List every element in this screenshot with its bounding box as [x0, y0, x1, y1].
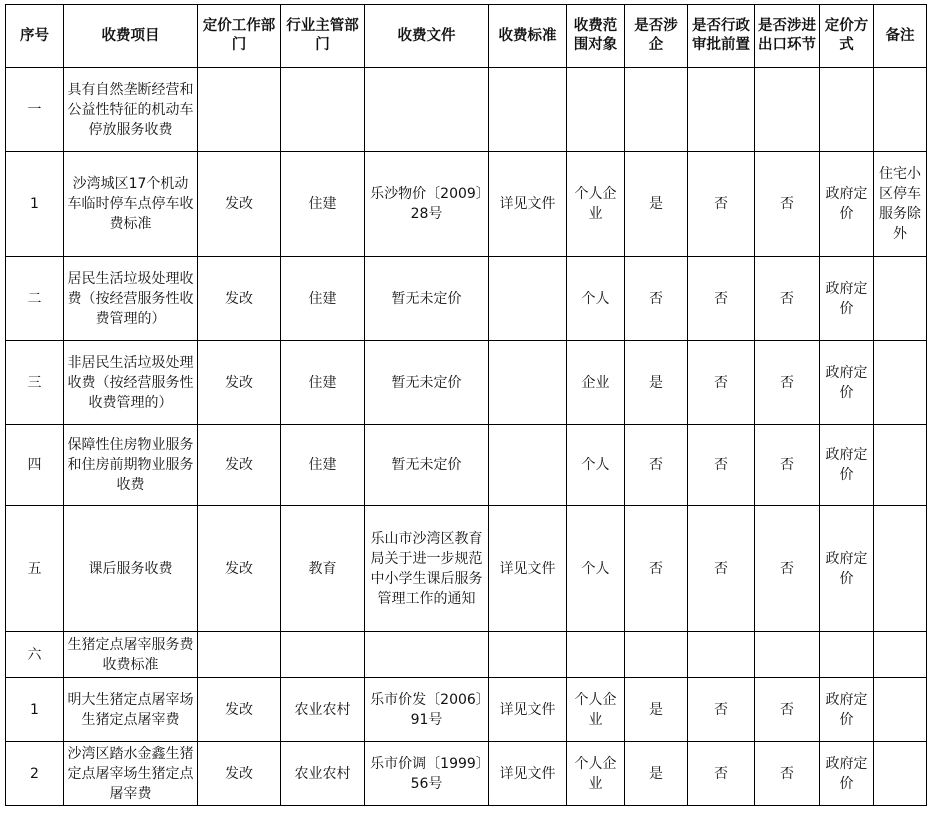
cell-approval: 否 [688, 506, 755, 632]
cell-doc: 暂无未定价 [365, 425, 489, 506]
cell-enterprise: 否 [625, 425, 688, 506]
table-row [6, 152, 927, 257]
cell-standard: 详见文件 [489, 742, 567, 806]
cell-import-export: 否 [755, 425, 820, 506]
cell-import-export [755, 632, 820, 678]
cell-enterprise: 否 [625, 506, 688, 632]
cell-standard [489, 632, 567, 678]
cell-industry-dept: 住建 [281, 152, 365, 257]
cell-no: 六 [6, 632, 64, 678]
cell-item: 明大生猪定点屠宰场生猪定点屠宰费 [64, 678, 198, 742]
cell-pricing-dept: 发改 [198, 341, 281, 425]
cell-pricing-method: 政府定价 [820, 152, 874, 257]
cell-approval: 否 [688, 341, 755, 425]
cell-enterprise: 是 [625, 678, 688, 742]
cell-scope: 个人 [567, 257, 625, 341]
cell-import-export: 否 [755, 341, 820, 425]
cell-pricing-dept: 发改 [198, 506, 281, 632]
cell-doc: 暂无未定价 [365, 257, 489, 341]
cell-remark [874, 742, 927, 806]
cell-item: 具有自然垄断经营和公益性特征的机动车停放服务收费 [64, 68, 198, 152]
header-industry-dept: 行业主管部门 [281, 5, 365, 68]
cell-scope: 企业 [567, 341, 625, 425]
cell-doc [365, 68, 489, 152]
header-no: 序号 [6, 5, 64, 68]
table-row [6, 341, 927, 425]
cell-pricing-method: 政府定价 [820, 678, 874, 742]
cell-item: 沙湾城区17个机动车临时停车点停车收费标准 [64, 152, 198, 257]
cell-import-export: 否 [755, 742, 820, 806]
cell-pricing-dept: 发改 [198, 678, 281, 742]
cell-import-export: 否 [755, 506, 820, 632]
cell-remark [874, 506, 927, 632]
cell-scope: 个人企业 [567, 678, 625, 742]
cell-remark [874, 632, 927, 678]
cell-pricing-dept: 发改 [198, 742, 281, 806]
cell-pricing-method [820, 632, 874, 678]
cell-remark [874, 68, 927, 152]
cell-no: 二 [6, 257, 64, 341]
cell-import-export [755, 68, 820, 152]
cell-doc [365, 632, 489, 678]
cell-pricing-dept [198, 68, 281, 152]
cell-industry-dept: 住建 [281, 257, 365, 341]
cell-industry-dept: 教育 [281, 506, 365, 632]
cell-industry-dept: 农业农村 [281, 678, 365, 742]
header-import-export: 是否涉进出口环节 [755, 5, 820, 68]
cell-standard [489, 68, 567, 152]
cell-doc: 乐沙物价〔2009〕28号 [365, 152, 489, 257]
cell-no: 三 [6, 341, 64, 425]
cell-approval [688, 68, 755, 152]
cell-pricing-dept: 发改 [198, 152, 281, 257]
cell-approval: 否 [688, 257, 755, 341]
cell-import-export: 否 [755, 257, 820, 341]
table-header-row [6, 5, 927, 68]
cell-enterprise [625, 632, 688, 678]
cell-pricing-dept [198, 632, 281, 678]
cell-item: 居民生活垃圾处理收费（按经营服务性收费管理的） [64, 257, 198, 341]
header-item: 收费项目 [64, 5, 198, 68]
header-pricing-method: 定价方式 [820, 5, 874, 68]
cell-no: 五 [6, 506, 64, 632]
cell-standard: 详见文件 [489, 506, 567, 632]
cell-standard: 详见文件 [489, 152, 567, 257]
cell-scope: 个人企业 [567, 152, 625, 257]
cell-approval: 否 [688, 152, 755, 257]
cell-industry-dept: 住建 [281, 425, 365, 506]
cell-enterprise: 否 [625, 257, 688, 341]
table-row [6, 257, 927, 341]
cell-scope [567, 632, 625, 678]
header-remark: 备注 [874, 5, 927, 68]
cell-import-export: 否 [755, 678, 820, 742]
cell-remark [874, 341, 927, 425]
cell-scope [567, 68, 625, 152]
cell-approval [688, 632, 755, 678]
cell-no: 四 [6, 425, 64, 506]
cell-pricing-dept: 发改 [198, 257, 281, 341]
cell-no: 1 [6, 152, 64, 257]
cell-pricing-method: 政府定价 [820, 257, 874, 341]
cell-no: 2 [6, 742, 64, 806]
cell-standard [489, 257, 567, 341]
header-pricing-dept: 定价工作部门 [198, 5, 281, 68]
table-row [6, 506, 927, 632]
cell-industry-dept [281, 632, 365, 678]
header-scope: 收费范围对象 [567, 5, 625, 68]
cell-industry-dept: 农业农村 [281, 742, 365, 806]
cell-pricing-method: 政府定价 [820, 742, 874, 806]
cell-item: 课后服务收费 [64, 506, 198, 632]
cell-pricing-method: 政府定价 [820, 341, 874, 425]
cell-item: 生猪定点屠宰服务费收费标准 [64, 632, 198, 678]
cell-import-export: 否 [755, 152, 820, 257]
header-approval: 是否行政审批前置 [688, 5, 755, 68]
header-enterprise: 是否涉企 [625, 5, 688, 68]
cell-enterprise: 是 [625, 742, 688, 806]
cell-approval: 否 [688, 678, 755, 742]
cell-pricing-dept: 发改 [198, 425, 281, 506]
cell-standard: 详见文件 [489, 678, 567, 742]
cell-remark [874, 257, 927, 341]
fee-table [5, 4, 927, 806]
cell-doc: 乐市价发〔2006〕91号 [365, 678, 489, 742]
cell-doc: 暂无未定价 [365, 341, 489, 425]
table-row [6, 68, 927, 152]
cell-industry-dept [281, 68, 365, 152]
header-doc: 收费文件 [365, 5, 489, 68]
cell-item: 保障性住房物业服务和住房前期物业服务收费 [64, 425, 198, 506]
cell-doc: 乐山市沙湾区教育局关于进一步规范中小学生课后服务管理工作的通知 [365, 506, 489, 632]
header-standard: 收费标准 [489, 5, 567, 68]
cell-remark: 住宅小区停车服务除外 [874, 152, 927, 257]
table-row [6, 742, 927, 806]
cell-enterprise: 是 [625, 341, 688, 425]
cell-enterprise: 是 [625, 152, 688, 257]
cell-industry-dept: 住建 [281, 341, 365, 425]
cell-scope: 个人企业 [567, 742, 625, 806]
cell-scope: 个人 [567, 506, 625, 632]
cell-doc: 乐市价调〔1999〕56号 [365, 742, 489, 806]
table-row [6, 678, 927, 742]
cell-no: 1 [6, 678, 64, 742]
cell-scope: 个人 [567, 425, 625, 506]
cell-pricing-method: 政府定价 [820, 506, 874, 632]
cell-pricing-method: 政府定价 [820, 425, 874, 506]
cell-approval: 否 [688, 425, 755, 506]
cell-pricing-method [820, 68, 874, 152]
cell-no: 一 [6, 68, 64, 152]
cell-item: 沙湾区踏水金鑫生猪定点屠宰场生猪定点屠宰费 [64, 742, 198, 806]
cell-remark [874, 678, 927, 742]
cell-remark [874, 425, 927, 506]
cell-approval: 否 [688, 742, 755, 806]
cell-standard [489, 425, 567, 506]
cell-enterprise [625, 68, 688, 152]
cell-item: 非居民生活垃圾处理收费（按经营服务性收费管理的） [64, 341, 198, 425]
table-row [6, 425, 927, 506]
cell-standard [489, 341, 567, 425]
table-row [6, 632, 927, 678]
